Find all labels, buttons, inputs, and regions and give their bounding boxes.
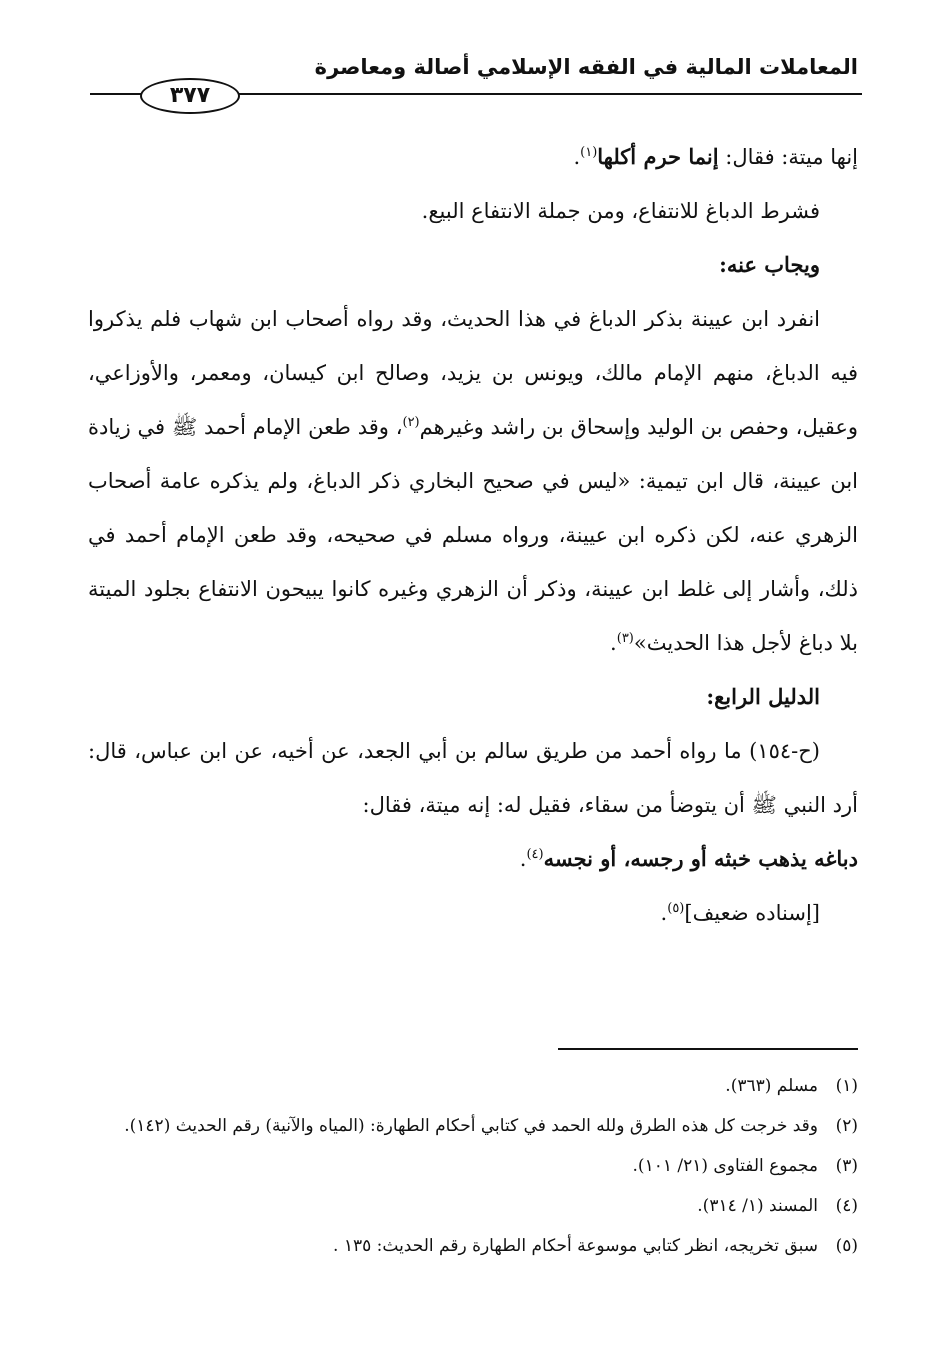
footnote-ref-3[interactable]: (٣) <box>616 631 634 646</box>
footnote-number: (٥) <box>835 1236 858 1256</box>
paragraph-5: [إسناده ضعيف]$^{(٥)}$. <box>660 901 820 925</box>
footnote-ref-1[interactable]: (١) <box>580 145 598 160</box>
page-number: ٣٧٧ <box>140 78 240 114</box>
paragraph-2: فشرط الدباغ للانتفاع، ومن جملة الانتفاع البيع. <box>421 199 820 223</box>
footnote-text: وقد خرجت كل هذه الطرق ولله الحمد في كتابي أحكام الطهارة: (المياه والآنية) رقم الحديث (١٤٢). <box>124 1116 818 1136</box>
footnote-item <box>78 1068 858 1104</box>
footnote-item <box>78 1108 858 1144</box>
footnote-number: (١) <box>835 1076 858 1096</box>
paragraph-4: (ح-١٥٤) ما رواه أحمد من طريق سالم بن أبي الجعد، عن أخيه، عن ابن عباس، قال: أرد النبي ﷺ أن يتوضأ من سقاء، فقيل له: إنه ميتة، فقال: دباغه يذهب خبثه أو رجسه، أو نجسه$^{(٤)}$. <box>88 739 858 871</box>
footnote-item <box>78 1148 858 1184</box>
footnote-text: مسلم (٣٦٣). <box>725 1076 818 1096</box>
footnote-text: مجموع الفتاوى (٢١/ ١٠١). <box>632 1156 818 1176</box>
footnote-ref-4[interactable]: (٤) <box>526 847 544 862</box>
section-heading-response: ويجاب عنه: <box>719 252 820 277</box>
footnote-text: المسند (١/ ٣١٤). <box>697 1196 818 1216</box>
footnotes-list <box>78 1068 858 1268</box>
footnote-divider <box>558 1048 858 1050</box>
hadith-quote: دباغه يذهب خبثه أو رجسه، أو نجسه <box>543 846 858 871</box>
paragraph-3: انفرد ابن عيينة بذكر الدباغ في هذا الحديث، وقد رواه أصحاب ابن شهاب فلم يذكروا فيه الدباغ، منهم الإمام مالك، ويونس بن يزيد، وصالح ابن كيسان، ومعمر، والأوزاعي، وعقيل، وحفص بن الوليد وإسحاق بن راشد وغيرهم$^{(٢)}$، وقد طعن الإمام أحمد ﷺ في زيادة ابن عيينة، قال ابن تيمية: «ليس في صحيح البخاري ذكر الدباغ، ولم يذكره عامة أصحاب الزهري عنه، لكن ذكره ابن عيينة، ورواه مسلم في صحيحه، وقد طعن الإمام أحمد في ذلك، وأشار إلى غلط ابن عيينة، وذكر أن الزهري وغيره كانوا يبيحون الانتفاع بجلود الميتة بلا دباغ لأجل هذا الحديث»$^{(٣)}$. <box>88 307 858 655</box>
main-text <box>88 130 858 940</box>
footnote-ref-5[interactable]: (٥) <box>667 901 685 916</box>
footnote-number: (٤) <box>835 1196 858 1216</box>
paragraph-1: إنها ميتة: فقال: إنما حرم أكلها$^{(١)}$. <box>573 144 858 169</box>
footnote-text: سبق تخريجه، انظر كتابي موسوعة أحكام الطهارة رقم الحديث: ١٣٥ . <box>333 1236 818 1256</box>
hadith-quote: إنما حرم أكلها <box>597 144 719 169</box>
footnote-item <box>78 1188 858 1224</box>
running-header-title: المعاملات المالية في الفقه الإسلامي أصالة ومعاصرة <box>314 55 858 79</box>
section-heading-fourth-evidence: الدليل الرابع: <box>706 684 820 709</box>
footnote-number: (٣) <box>835 1156 858 1176</box>
footnote-ref-2[interactable]: (٢) <box>402 415 420 430</box>
footnote-number: (٢) <box>835 1116 858 1136</box>
footnote-item <box>78 1228 858 1264</box>
